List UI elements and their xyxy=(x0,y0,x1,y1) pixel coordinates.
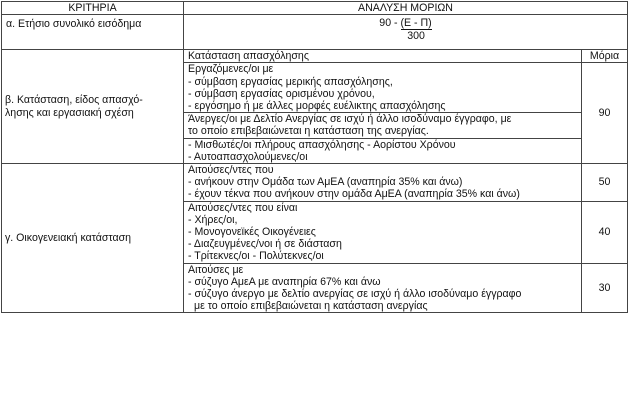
formula-numerator: (Ε - Π) xyxy=(400,17,432,30)
criterion-employment: β. Κατάσταση, είδος απασχό- λησης και εργασιακή σχέση xyxy=(2,50,184,164)
header-analysis: ΑΝΑΛΥΣΗ ΜΟΡΙΩΝ xyxy=(184,2,628,15)
scoring-table xyxy=(1,1,628,313)
table-row-family xyxy=(2,164,628,202)
family-points-status: 40 xyxy=(582,201,628,263)
family-points-spouse: 30 xyxy=(582,263,628,313)
header-criteria: ΚΡΙΤΗΡΙΑ xyxy=(2,2,184,15)
family-group-spouse: Αιτούσες με - σύζυγο ΑμεΑ με αναπηρία 67% και άνω - σύζυγο άνεργο με δελτίο ανεργίας σε ισχύ ή άλλο ισοδύναμο έγγραφο με το οποίο επιβεβαιώνεται η κατάσταση ανεργίας xyxy=(184,263,582,313)
subheader-employment-status: Κατάσταση απασχόλησης xyxy=(184,50,582,63)
employment-item-fulltime: - Μισθωτές/οι πλήρους απασχόλησης - Αορίστου Χρόνου - Αυτοαπασχολούμενες/οι xyxy=(184,138,582,163)
criterion-income: α. Ετήσιο συνολικό εισόδημα xyxy=(2,15,184,50)
formula-fraction xyxy=(401,17,432,42)
table-header-row xyxy=(2,2,628,15)
criterion-family: γ. Οικογενειακή κατάσταση xyxy=(2,164,184,313)
family-group-disability: Αιτούσες/ντες που - ανήκουν στην Ομάδα των ΑμΕΑ (αναπηρία 35% και άνω) - έχουν τέκνα που ανήκουν στην ομάδα ΑμΕΑ (αναπηρία 35% και άνω) xyxy=(184,164,582,202)
family-points-disability: 50 xyxy=(582,164,628,202)
employment-item-unemployed: Άνεργες/οι με Δελτίο Ανεργίας σε ισχύ ή άλλο ισοδύναμο έγγραφο, με το οποίο επιβεβαιώνεται η κατάσταση της ανεργίας. xyxy=(184,113,582,138)
employment-item-flexible: Εργαζόμενες/οι με - σύμβαση εργασίας μερικής απασχόλησης, - σύμβαση εργασίας ορισμένου χρόνου, - εργόσημο ή με άλλες μορφές ευέλικτης απασχόλησης xyxy=(184,63,582,113)
employment-points: 90 xyxy=(582,63,628,164)
family-group-status: Αιτούσες/ντες που είναι - Χήρες/οι, - Μονογονεϊκές Οικογένειες - Διαζευγμένες/νοι ή σε διάσταση - Τρίτεκνες/οι - Πολύτεκνες/οι xyxy=(184,201,582,263)
income-formula xyxy=(184,15,628,50)
formula-prefix: 90 - xyxy=(379,17,398,30)
table-row-income xyxy=(2,15,628,50)
subheader-points: Μόρια xyxy=(582,50,628,63)
table-row-employment-subheader xyxy=(2,50,628,63)
formula-denominator: 300 xyxy=(407,30,425,43)
